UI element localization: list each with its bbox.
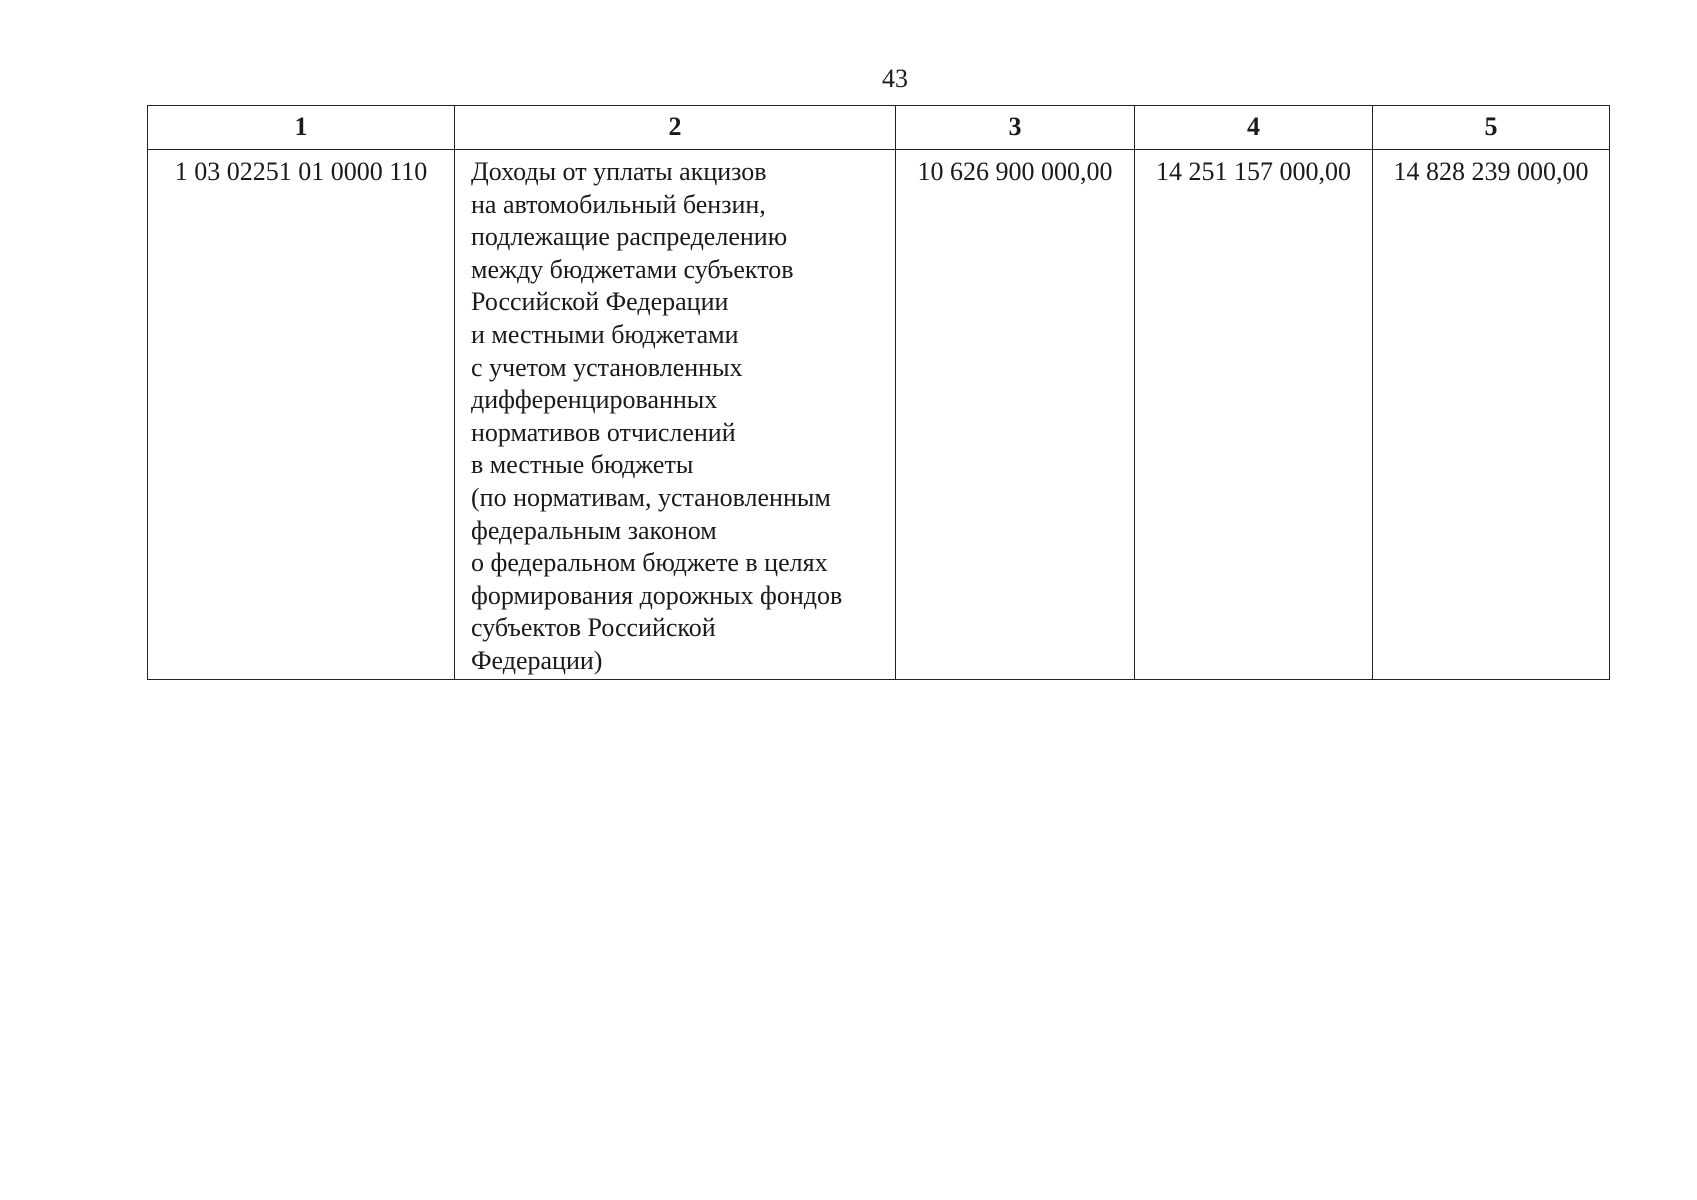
table-header-row (148, 106, 1610, 150)
column-header-1: 1 (148, 106, 455, 150)
page-number: 43 (882, 64, 908, 93)
column-header-5: 5 (1373, 106, 1610, 150)
amount-column-4-cell: 14 251 157 000,00 (1135, 150, 1373, 680)
revenue-table (147, 105, 1610, 680)
description-cell (455, 150, 896, 680)
column-header-3: 3 (896, 106, 1135, 150)
column-header-2: 2 (455, 106, 896, 150)
amount-column-3-cell: 10 626 900 000,00 (896, 150, 1135, 680)
description-line: нормативов отчислений (471, 417, 736, 447)
column-header-4: 4 (1135, 106, 1373, 150)
description-line: (по нормативам, установленным (471, 482, 831, 512)
description-line: в местные бюджеты (471, 450, 694, 480)
description-line: дифференцированных (471, 385, 718, 415)
table-row (148, 150, 1610, 680)
description-line: Российской Федерации (471, 287, 729, 317)
description-line: на автомобильный бензин, (471, 189, 766, 219)
description-line: с учетом установленных (471, 352, 743, 382)
amount-column-5-cell: 14 828 239 000,00 (1373, 150, 1610, 680)
description-line: и местными бюджетами (471, 319, 739, 349)
description-line: Доходы от уплаты акцизов (471, 157, 767, 186)
description-line: между бюджетами субъектов (471, 254, 794, 284)
description-line: Федерации) (471, 645, 603, 675)
description-line: субъектов Российской (471, 613, 716, 643)
description-line: федеральным законом (471, 515, 717, 545)
description-line: о федеральном бюджете в целях (471, 548, 828, 578)
budget-code-cell: 1 03 02251 01 0000 110 (148, 150, 455, 680)
description-line: подлежащие распределению (471, 222, 788, 252)
description-line: формирования дорожных фондов (471, 580, 843, 610)
